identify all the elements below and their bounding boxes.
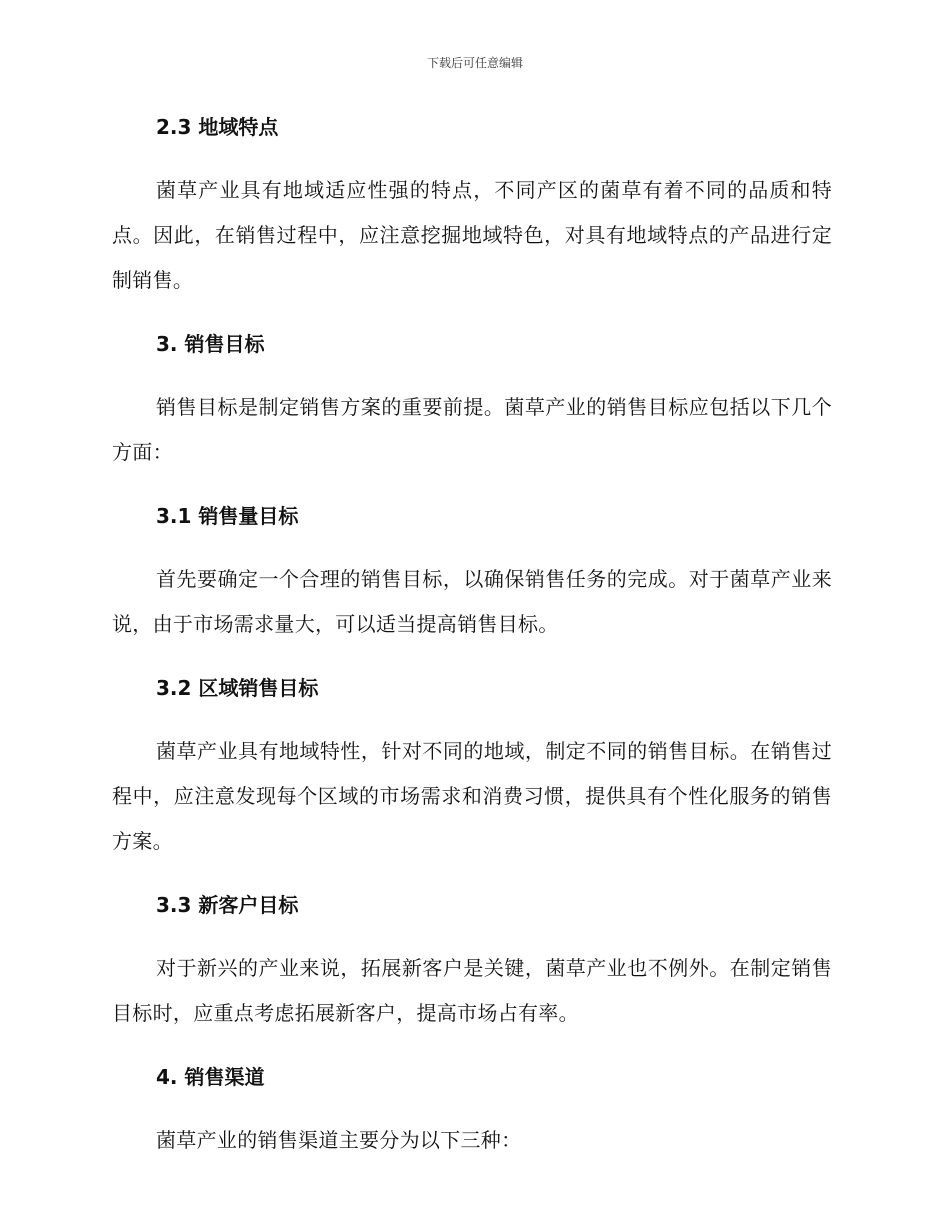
paragraph-regional-features: 菌草产业具有地域适应性强的特点，不同产区的菌草有着不同的品质和特点。因此，在销售过程中，应注意挖掘地域特色，对具有地域特点的产品进行定制销售。 [112,178,832,292]
paragraph-volume-goal: 首先要确定一个合理的销售目标，以确保销售任务的完成。对于菌草产业来说，由于市场需求量大，可以适当提高销售目标。 [112,567,832,636]
header-note: 下载后可任意编辑 [426,56,523,70]
paragraph-sales-channels: 菌草产业的销售渠道主要分为以下三种： [156,1128,522,1152]
paragraph-new-customer-goal: 对于新兴的产业来说，拓展新客户是关键，菌草产业也不例外。在制定销售目标时，应重点考虑拓展新客户，提高市场占有率。 [112,956,832,1025]
paragraph-regional-goal: 菌草产业具有地域特性，针对不同的地域，制定不同的销售目标。在销售过程中，应注意发现每个区域的市场需求和消费习惯，提供具有个性化服务的销售方案。 [112,739,832,853]
section-heading-3-2: 3.2 区域销售目标 [156,676,319,700]
section-heading-3: 3. 销售目标 [156,332,265,356]
section-heading-3-1: 3.1 销售量目标 [156,504,299,528]
section-heading-3-3: 3.3 新客户目标 [156,893,299,917]
section-heading-2-3: 2.3 地域特点 [156,115,279,139]
document-body [112,112,832,1163]
paragraph-sales-goals: 销售目标是制定销售方案的重要前提。菌草产业的销售目标应包括以下几个方面： [112,395,832,464]
section-heading-4: 4. 销售渠道 [156,1065,265,1089]
